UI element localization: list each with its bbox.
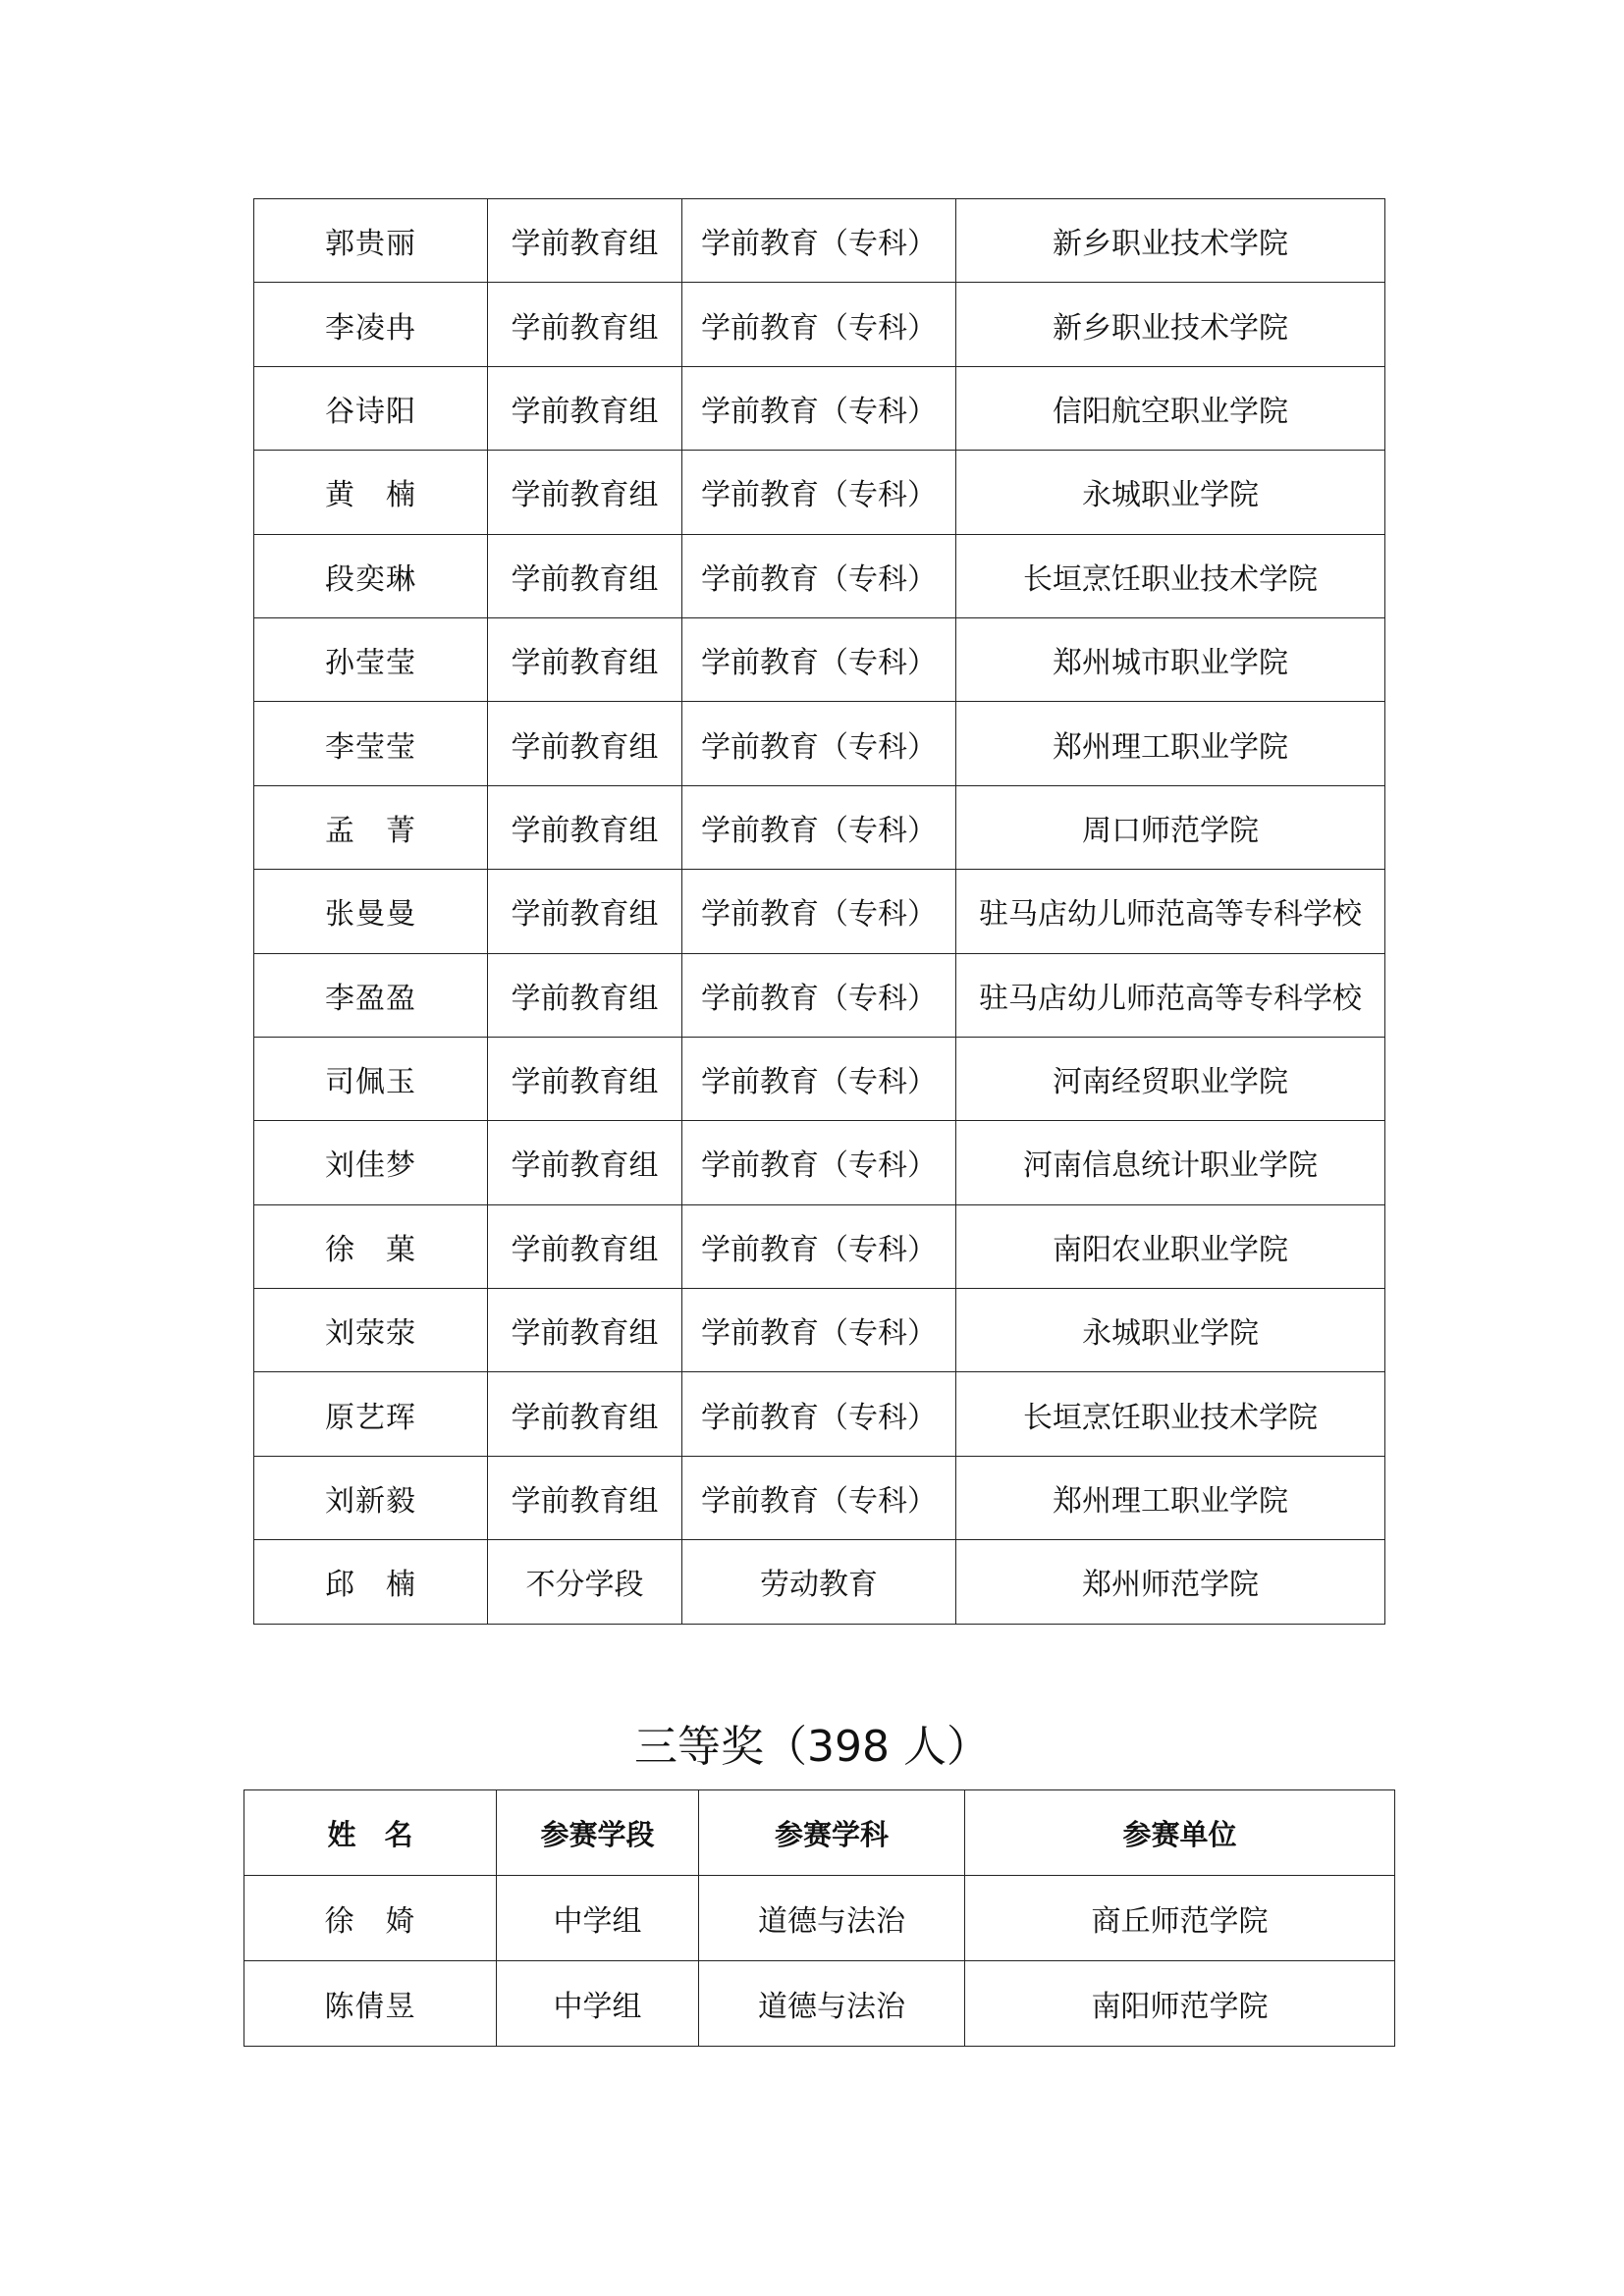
cell-name: 谷诗阳: [254, 366, 488, 450]
header-name: 姓 名: [244, 1790, 497, 1876]
cell-subject: 学前教育（专科）: [682, 702, 956, 785]
table-header-row: [244, 1790, 1395, 1876]
cell-subject: 学前教育（专科）: [682, 1289, 956, 1372]
table-row: [244, 1876, 1395, 1961]
cell-unit: 长垣烹饪职业技术学院: [956, 534, 1385, 617]
cell-name: 刘荥荥: [254, 1289, 488, 1372]
cell-unit: 南阳师范学院: [965, 1961, 1395, 2047]
award-table-continued-body: [254, 199, 1385, 1625]
table-row: [254, 1540, 1385, 1624]
cell-unit: 河南经贸职业学院: [956, 1037, 1385, 1120]
cell-stage: 学前教育组: [488, 1456, 682, 1539]
table-row: [244, 1961, 1395, 2047]
cell-stage: 学前教育组: [488, 199, 682, 283]
cell-subject: 学前教育（专科）: [682, 1456, 956, 1539]
header-subject: 参赛学科: [699, 1790, 965, 1876]
cell-stage: 学前教育组: [488, 702, 682, 785]
table-row: [254, 534, 1385, 617]
table-row: [254, 785, 1385, 869]
cell-name: 原艺珲: [254, 1372, 488, 1456]
cell-stage: 学前教育组: [488, 870, 682, 953]
table-row: [254, 1289, 1385, 1372]
cell-unit: 新乡职业技术学院: [956, 199, 1385, 283]
cell-unit: 郑州理工职业学院: [956, 1456, 1385, 1539]
cell-unit: 信阳航空职业学院: [956, 366, 1385, 450]
table-row: [254, 953, 1385, 1037]
third-prize-table: [244, 1789, 1395, 2047]
cell-subject: 学前教育（专科）: [682, 870, 956, 953]
table-row: [254, 702, 1385, 785]
cell-unit: 新乡职业技术学院: [956, 283, 1385, 366]
cell-name: 郭贵丽: [254, 199, 488, 283]
third-prize-table-body: [244, 1876, 1395, 2047]
cell-subject: 学前教育（专科）: [682, 1372, 956, 1456]
cell-stage: 学前教育组: [488, 1037, 682, 1120]
table-row: [254, 451, 1385, 534]
cell-subject: 学前教育（专科）: [682, 1204, 956, 1288]
table-row: [254, 283, 1385, 366]
cell-stage: 学前教育组: [488, 1289, 682, 1372]
cell-stage: 学前教育组: [488, 1121, 682, 1204]
cell-stage: 中学组: [497, 1961, 699, 2047]
cell-subject: 学前教育（专科）: [682, 1121, 956, 1204]
cell-stage: 学前教育组: [488, 1372, 682, 1456]
cell-name: 徐 婍: [244, 1876, 497, 1961]
cell-name: 刘新毅: [254, 1456, 488, 1539]
cell-name: 徐 菓: [254, 1204, 488, 1288]
cell-name: 邱 楠: [254, 1540, 488, 1624]
cell-stage: 学前教育组: [488, 283, 682, 366]
cell-unit: 长垣烹饪职业技术学院: [956, 1372, 1385, 1456]
cell-name: 刘佳梦: [254, 1121, 488, 1204]
cell-subject: 学前教育（专科）: [682, 1037, 956, 1120]
cell-name: 司佩玉: [254, 1037, 488, 1120]
table-row: [254, 1121, 1385, 1204]
cell-stage: 学前教育组: [488, 785, 682, 869]
cell-stage: 学前教育组: [488, 534, 682, 617]
cell-subject: 学前教育（专科）: [682, 953, 956, 1037]
table-row: [254, 1372, 1385, 1456]
table-row: [254, 1037, 1385, 1120]
cell-unit: 永城职业学院: [956, 1289, 1385, 1372]
table-row: [254, 1456, 1385, 1539]
cell-subject: 学前教育（专科）: [682, 451, 956, 534]
cell-unit: 郑州理工职业学院: [956, 702, 1385, 785]
cell-stage: 学前教育组: [488, 1204, 682, 1288]
cell-unit: 周口师范学院: [956, 785, 1385, 869]
cell-unit: 河南信息统计职业学院: [956, 1121, 1385, 1204]
header-stage: 参赛学段: [497, 1790, 699, 1876]
cell-subject: 学前教育（专科）: [682, 199, 956, 283]
cell-subject: 道德与法治: [699, 1961, 965, 2047]
cell-name: 李莹莹: [254, 702, 488, 785]
cell-unit: 驻马店幼儿师范高等专科学校: [956, 953, 1385, 1037]
table-row: [254, 1204, 1385, 1288]
cell-name: 李凌冉: [254, 283, 488, 366]
cell-name: 张曼曼: [254, 870, 488, 953]
cell-stage: 学前教育组: [488, 617, 682, 701]
cell-subject: 学前教育（专科）: [682, 283, 956, 366]
table-row: [254, 366, 1385, 450]
cell-stage: 不分学段: [488, 1540, 682, 1624]
cell-unit: 驻马店幼儿师范高等专科学校: [956, 870, 1385, 953]
third-prize-title: 三等奖（398 人）: [634, 1722, 990, 1772]
cell-subject: 学前教育（专科）: [682, 617, 956, 701]
cell-unit: 郑州师范学院: [956, 1540, 1385, 1624]
cell-subject: 劳动教育: [682, 1540, 956, 1624]
cell-unit: 南阳农业职业学院: [956, 1204, 1385, 1288]
cell-subject: 道德与法治: [699, 1876, 965, 1961]
cell-subject: 学前教育（专科）: [682, 785, 956, 869]
cell-unit: 商丘师范学院: [965, 1876, 1395, 1961]
cell-unit: 永城职业学院: [956, 451, 1385, 534]
cell-name: 孟 菁: [254, 785, 488, 869]
table-row: [254, 870, 1385, 953]
header-unit: 参赛单位: [965, 1790, 1395, 1876]
cell-unit: 郑州城市职业学院: [956, 617, 1385, 701]
table-row: [254, 617, 1385, 701]
cell-name: 段奕琳: [254, 534, 488, 617]
cell-subject: 学前教育（专科）: [682, 366, 956, 450]
cell-name: 李盈盈: [254, 953, 488, 1037]
cell-subject: 学前教育（专科）: [682, 534, 956, 617]
cell-stage: 学前教育组: [488, 953, 682, 1037]
cell-name: 黄 楠: [254, 451, 488, 534]
cell-name: 孙莹莹: [254, 617, 488, 701]
cell-stage: 中学组: [497, 1876, 699, 1961]
cell-stage: 学前教育组: [488, 451, 682, 534]
cell-stage: 学前教育组: [488, 366, 682, 450]
cell-name: 陈倩昱: [244, 1961, 497, 2047]
table-row: [254, 199, 1385, 283]
award-table-continued: [253, 198, 1385, 1625]
